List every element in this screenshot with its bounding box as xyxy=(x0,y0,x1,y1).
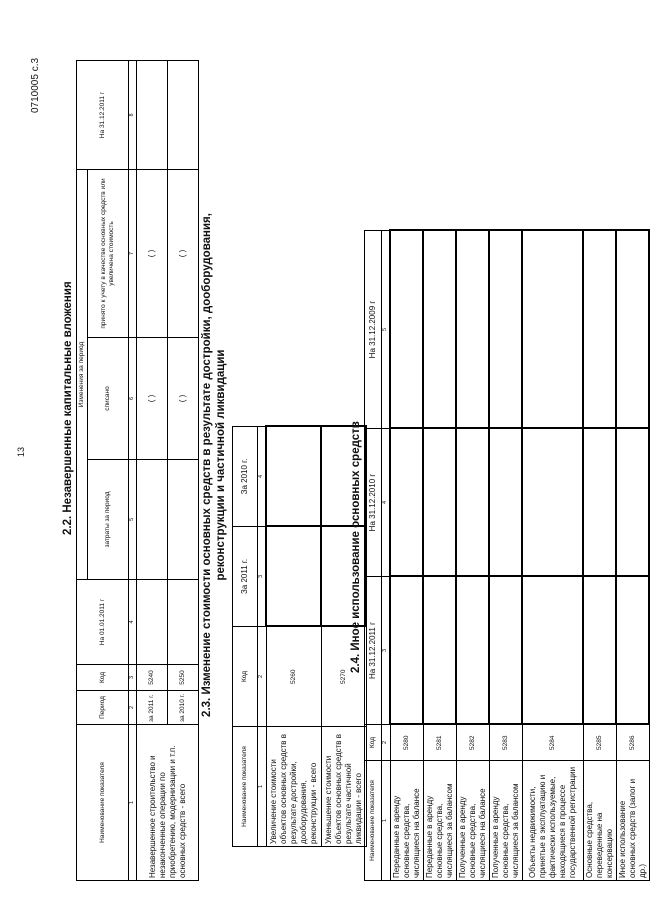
form-code: 0710005 с.3 xyxy=(30,57,41,113)
row-code: 5260 xyxy=(266,627,321,727)
value-cell xyxy=(456,577,489,725)
row-period: за 2010 г. xyxy=(168,691,199,725)
section-2-3-title-line1: 2.3. Изменение стоимости основных средств в результате достройки, дооборудования, xyxy=(201,213,213,717)
section-2-3-title xyxy=(200,105,228,825)
row-code: 5282 xyxy=(456,725,489,761)
value-cell xyxy=(489,429,522,577)
value-cell xyxy=(583,429,616,577)
header-end: На 31.12.2011 г xyxy=(77,61,129,170)
row-name: Объекты недвижимости, принятые в эксплуатацию и фактически используемые, находящиеся в процессе государственной регистрации xyxy=(522,761,583,881)
page-number: 13 xyxy=(16,446,26,457)
value-cell xyxy=(390,231,423,429)
value-cell xyxy=(616,429,649,577)
value-cell xyxy=(489,231,522,429)
value-cell: ( ) xyxy=(137,170,168,338)
value-cell: ( ) xyxy=(137,338,168,460)
value-cell xyxy=(168,580,199,665)
header-name: Наименование показателя xyxy=(77,725,129,881)
section-2-3-title-line2: реконструкции и частичной ликвидации xyxy=(215,349,227,581)
value-cell xyxy=(423,577,456,725)
row-code: 5270 xyxy=(321,627,366,727)
col-number: 8 xyxy=(129,61,137,170)
value-cell xyxy=(266,427,321,527)
value-cell xyxy=(583,231,616,429)
value-cell xyxy=(616,577,649,725)
value-cell xyxy=(137,460,168,580)
value-cell xyxy=(168,61,199,170)
cost-change-table xyxy=(232,426,367,848)
header-code: Код xyxy=(365,725,382,761)
header-name: Наименование показателя xyxy=(365,761,382,881)
value-cell xyxy=(522,231,583,429)
value-cell: ( ) xyxy=(168,338,199,460)
col-number: 3 xyxy=(382,577,391,725)
header-2011: За 2011 г. xyxy=(233,527,258,627)
col-number: 5 xyxy=(129,460,137,580)
row-code: 5283 xyxy=(489,725,522,761)
row-name: Увеличение стоимости объектов основных средств в результате достройки, дооборудования, реконструкции - всего xyxy=(266,727,321,847)
value-cell xyxy=(616,231,649,429)
value-cell: ( ) xyxy=(168,170,199,338)
value-cell xyxy=(522,577,583,725)
value-cell xyxy=(456,429,489,577)
value-cell xyxy=(390,429,423,577)
col-number: 4 xyxy=(129,580,137,665)
row-code: 5286 xyxy=(616,725,649,761)
row-period: за 2011 г. xyxy=(137,691,168,725)
unfinished-investments-table xyxy=(76,60,199,881)
col-number: 1 xyxy=(258,727,267,847)
value-cell xyxy=(137,580,168,665)
header-2009: На 31.12.2009 г xyxy=(365,231,382,429)
col-number: 6 xyxy=(129,338,137,460)
col-number: 4 xyxy=(382,429,391,577)
col-number: 2 xyxy=(258,627,267,727)
row-code: 5281 xyxy=(423,725,456,761)
col-number: 3 xyxy=(258,527,267,627)
row-code: 5284 xyxy=(522,725,583,761)
col-number: 2 xyxy=(382,725,391,761)
value-cell xyxy=(583,577,616,725)
row-name: Иное использование основных средств (залог и др.) xyxy=(616,761,649,881)
col-number: 1 xyxy=(129,725,137,881)
header-2010: За 2010 г. xyxy=(233,427,258,527)
header-period: Период xyxy=(77,691,129,725)
section-2-4-title: 2.4. Иное использование основных средств xyxy=(350,421,362,673)
value-cell xyxy=(456,231,489,429)
row-name: Незавершенное строительство и незаконченные операции по приобретению, модернизации и т.п. основных средств - всего xyxy=(137,725,199,881)
header-code: Код xyxy=(77,665,129,691)
col-number: 7 xyxy=(129,170,137,338)
row-name: Основные средства, переведенные на консервацию xyxy=(583,761,616,881)
value-cell xyxy=(168,460,199,580)
row-name: Переданные в аренду основные средства, числящиеся на балансе xyxy=(390,761,423,881)
value-cell xyxy=(137,61,168,170)
value-cell xyxy=(390,577,423,725)
value-cell xyxy=(266,527,321,627)
other-use-table xyxy=(364,230,650,882)
header-code: Код xyxy=(233,627,258,727)
row-code: 5280 xyxy=(390,725,423,761)
row-name: Переданные в аренду основные средства, числящиеся за балансом xyxy=(423,761,456,881)
header-name: Наименование показателя xyxy=(233,727,258,847)
header-changes: Изменения за период xyxy=(77,170,88,580)
value-cell xyxy=(522,429,583,577)
header-2010: На 31.12.2010 г xyxy=(365,429,382,577)
header-2011: На 31.12.2011 г xyxy=(365,577,382,725)
value-cell xyxy=(423,231,456,429)
header-accepted: принято к учету в качестве основных средств или увеличена стоимость xyxy=(88,170,129,338)
row-code: 5285 xyxy=(583,725,616,761)
col-number: 5 xyxy=(382,231,391,429)
value-cell xyxy=(423,429,456,577)
col-number: 3 xyxy=(129,665,137,691)
col-number: 4 xyxy=(258,427,267,527)
header-start: На 01.01.2011 г xyxy=(77,580,129,665)
row-code: 5250 xyxy=(168,665,199,691)
row-name: Полученные в аренду основные средства, числящиеся за балансом xyxy=(489,761,522,881)
col-number: 2 xyxy=(129,691,137,725)
header-costs: затраты за период xyxy=(88,460,129,580)
row-code: 5240 xyxy=(137,665,168,691)
section-2-2-title: 2.2. Незавершенные капитальные вложения xyxy=(62,281,74,535)
value-cell xyxy=(489,577,522,725)
header-written-off: списано xyxy=(88,338,129,460)
row-name: Уменьшение стоимости объектов основных средств в результате частичной ликвидации - всего xyxy=(321,727,366,847)
col-number: 1 xyxy=(382,761,391,881)
row-name: Полученные в аренду основные средства, числящиеся на балансе xyxy=(456,761,489,881)
